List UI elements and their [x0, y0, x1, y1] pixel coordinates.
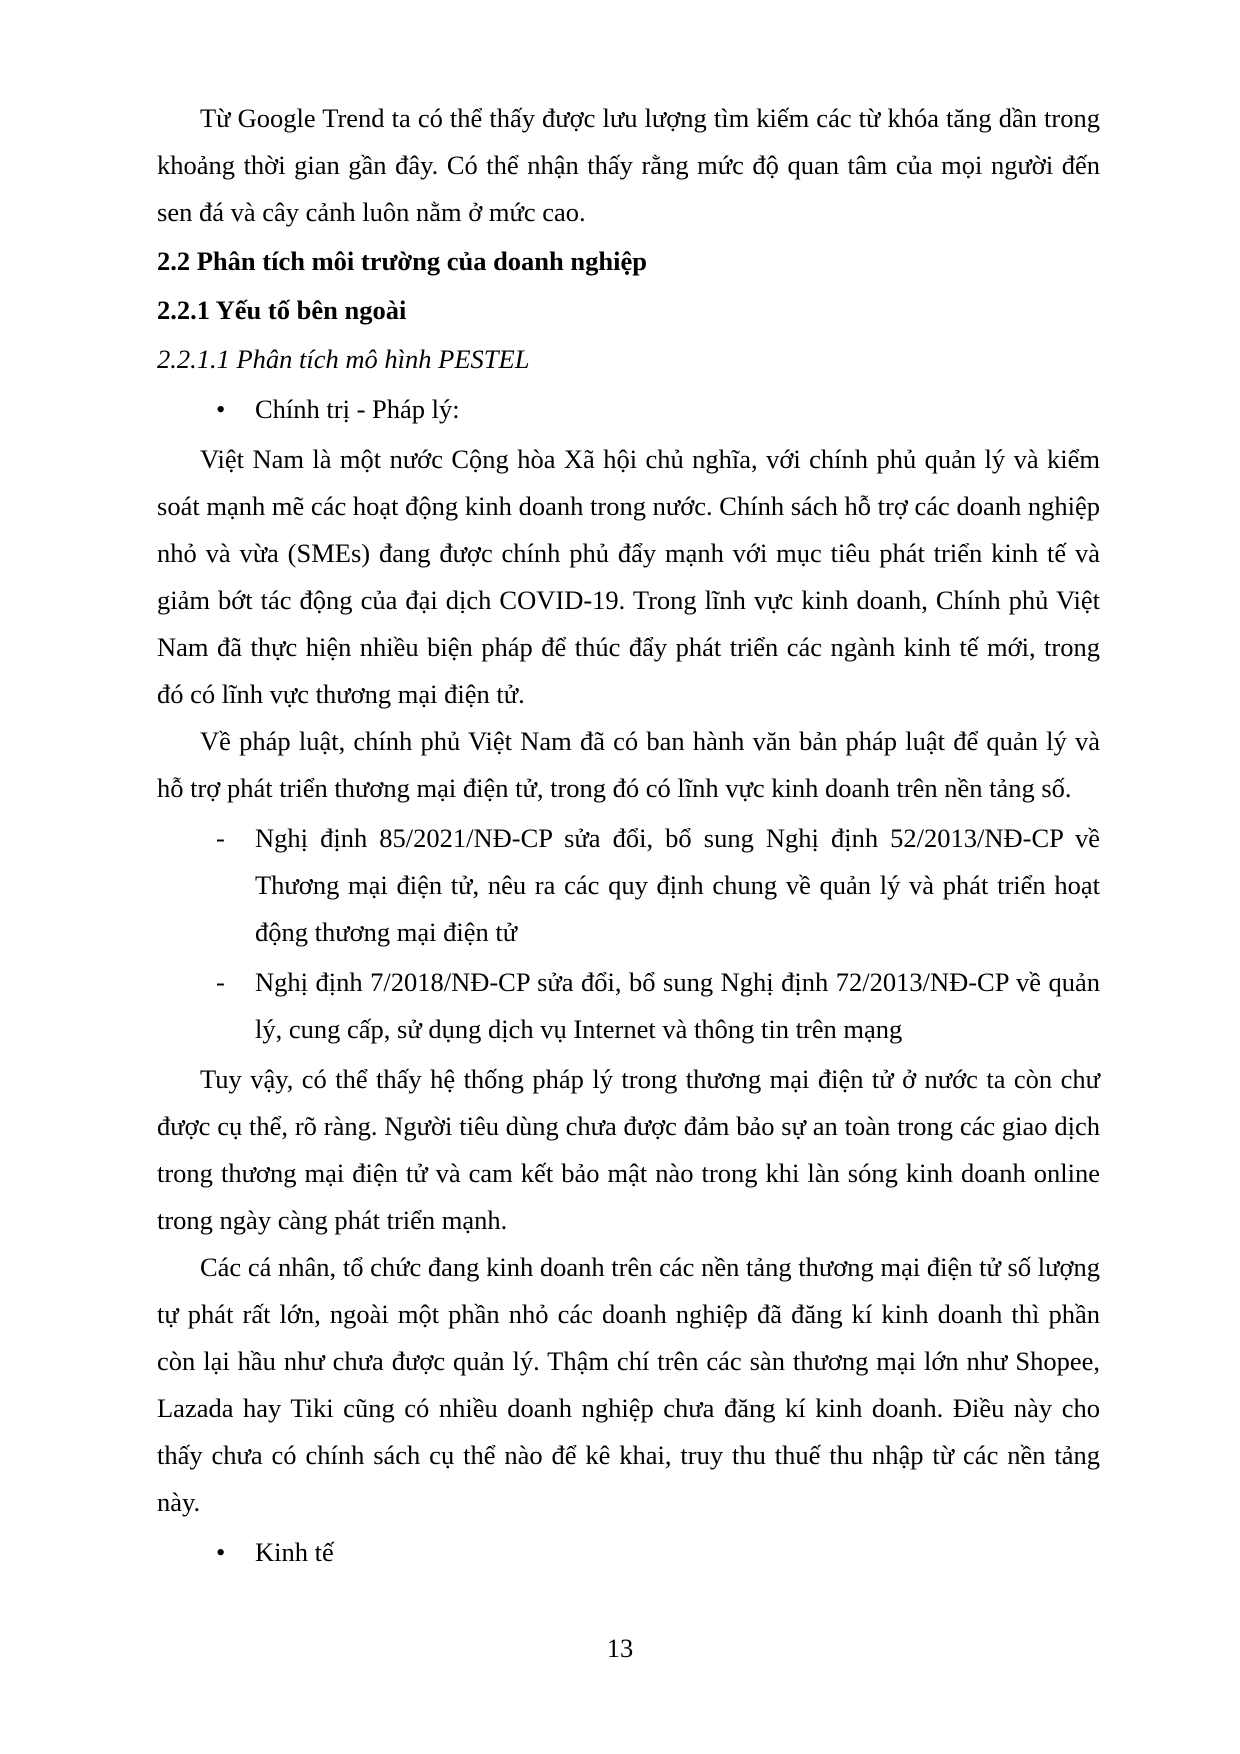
dash-item-decree-7-2018	[216, 959, 1100, 1053]
paragraph-google-trend: Từ Google Trend ta có thể thấy được lưu lượng tìm kiếm các từ khóa tăng dần trong khoảng thời gian gần đây. Có thể nhận thấy rằng mức độ quan tâm của mọi người đến sen đá và cây cảnh luôn nằm ở mức cao.	[157, 103, 1100, 227]
bullet-item-label: Kinh tế	[255, 1537, 334, 1567]
bullet-item-label: Chính trị - Pháp lý:	[255, 394, 460, 424]
bullet-icon: •	[216, 1537, 226, 1567]
dash-icon: -	[216, 967, 225, 997]
paragraph-legal-gap: Tuy vậy, có thể thấy hệ thống pháp lý trong thương mại điện tử ở nước ta còn chư được cụ thể, rõ ràng. Người tiêu dùng chưa được đảm bảo sự an toàn trong các giao dịch trong thương mại điện tử và cam kết bảo mật nào trong khi làn sóng kinh doanh online trong ngày càng phát triển mạnh.	[157, 1064, 1100, 1235]
dash-item-text: Nghị định 85/2021/NĐ-CP sửa đổi, bổ sung Nghị định 52/2013/NĐ-CP về Thương mại điện tử, nêu ra các quy định chung về quản lý và phát triển hoạt động thương mại điện tử	[255, 823, 1100, 947]
paragraph-law-support: Về pháp luật, chính phủ Việt Nam đã có ban hành văn bản pháp luật để quản lý và hỗ trợ phát triển thương mại điện tử, trong đó có lĩnh vực kinh doanh trên nền tảng số.	[157, 726, 1100, 803]
dash-icon: -	[216, 823, 225, 853]
bullet-icon: •	[216, 394, 226, 424]
dash-item-text: Nghị định 7/2018/NĐ-CP sửa đổi, bổ sung Nghị định 72/2013/NĐ-CP về quản lý, cung cấp, sử dụng dịch vụ Internet và thông tin trên mạng	[255, 967, 1100, 1044]
paragraph-unregistered-business: Các cá nhân, tổ chức đang kinh doanh trên các nền tảng thương mại điện tử số lượng tự phát rất lớn, ngoài một phần nhỏ các doanh nghiệp đã đăng kí kinh doanh thì phần còn lại hầu như chưa được quản lý. Thậm chí trên các sàn thương mại lớn như Shopee, Lazada hay Tiki cũng có nhiều doanh nghiệp chưa đăng kí kinh doanh. Điều này cho thấy chưa có chính sách cụ thể nào để kê khai, truy thu thuế thu nhập từ các nền tảng này.	[157, 1252, 1100, 1517]
dash-item-decree-85-2021	[216, 815, 1100, 956]
page-number: 13	[606, 1633, 634, 1663]
heading-2-2-1: 2.2.1 Yếu tố bên ngoài	[157, 295, 407, 325]
heading-2-2-1-1: 2.2.1.1 Phân tích mô hình PESTEL	[157, 344, 530, 374]
bullet-item-politics-law	[216, 386, 1100, 433]
heading-2-2: 2.2 Phân tích môi trường của doanh nghiệp	[157, 246, 647, 276]
bullet-item-economy	[216, 1529, 1100, 1576]
paragraph-vietnam-government: Việt Nam là một nước Cộng hòa Xã hội chủ nghĩa, với chính phủ quản lý và kiểm soát mạnh mẽ các hoạt động kinh doanh trong nước. Chính sách hỗ trợ các doanh nghiệp nhỏ và vừa (SMEs) đang được chính phủ đẩy mạnh với mục tiêu phát triển kinh tế và giảm bớt tác động của đại dịch COVID-19. Trong lĩnh vực kinh doanh, Chính phủ Việt Nam đã thực hiện nhiều biện pháp để thúc đẩy phát triển các ngành kinh tế mới, trong đó có lĩnh vực thương mại điện tử.	[157, 444, 1100, 709]
